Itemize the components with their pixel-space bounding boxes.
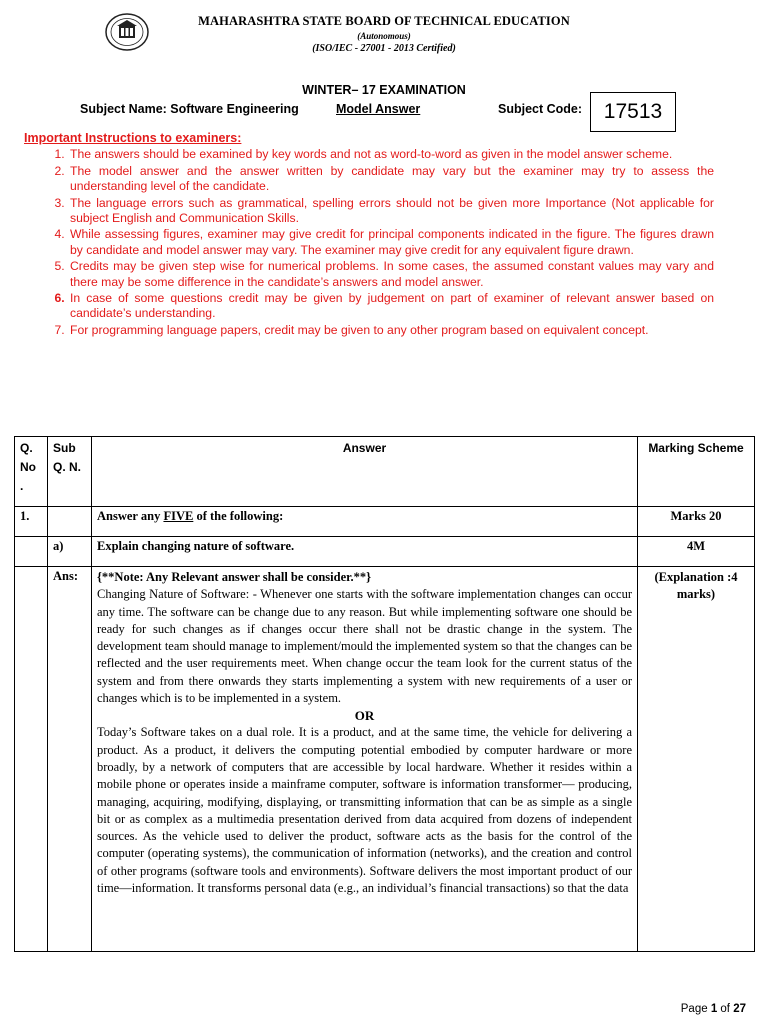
board-header (0, 14, 768, 54)
table-row (15, 507, 755, 537)
header-marking-scheme: Marking Scheme (638, 437, 755, 507)
empty-cell (15, 567, 48, 952)
question-text: Answer any FIVE of the following: (92, 507, 638, 537)
table-row (15, 537, 755, 567)
question-number: 1. (15, 507, 48, 537)
instruction-item: 6. In case of some questions credit may be given by judgement on part of examiner of relevant answer based on candidate’s understanding. (68, 291, 714, 322)
subject-code-box: 17513 (590, 92, 676, 132)
page-number: 1 (710, 1003, 718, 1015)
instruction-item: 5. Credits may be given step wise for numerical problems. In some cases, the assumed constant values may vary and there may be some difference in the candidate’s answers and model answer. (68, 259, 714, 290)
sub-question-label: a) (48, 537, 92, 567)
table-row (15, 567, 755, 952)
five-emphasis: FIVE (163, 509, 194, 523)
header-subq: Sub Q. N. (48, 437, 92, 507)
instruction-item: 4. While assessing figures, examiner may give credit for principal components indicated in the figure. The figures drawn by candidate and model answer may vary. The examiner may give credit for any equivalent figure drawn. (68, 227, 714, 258)
page-word: Page (680, 1003, 711, 1015)
answer-paragraph: Changing Nature of Software: - Whenever one starts with the software implementation changes can occur any time. The software can be change due to any reason. But while implementing software one should be ready for such changes as if changes occur there shall not be drastic change in the system. The development team should manage to implement/mould the implemented system so that the changes can be reflected and the user requirements meet. When change occur the team look for the current status of the system and from there onwards they starts implementing a system with new requirements of a user or changes which is to be implemented in a system. (97, 587, 632, 706)
ans-label: Ans: (48, 567, 92, 952)
subject-name: Subject Name: Software Engineering (80, 102, 299, 116)
answer-note: {**Note: Any Relevant answer shall be consider.**} (97, 570, 372, 584)
answer-paragraph: Today’s Software takes on a dual role. It is a product, and at the same time, the vehicle for delivering a product. As a product, it delivers the computing potential embodied by computer hardware or more broadly, by a network of computers that are accessible by local hardware. Whether it resides within a mobile phone or operates inside a mainframe computer, software is information transformer— producing, managing, acquiring, modifying, displaying, or transmitting information that can be as simple as a single bit or as complex as a multimedia presentation derived from data acquired from dozens of independent sources. As the vehicle used to deliver the product, software acts as the basis for the control of the computer (operating systems), the communication of information (networks), and the creation and control of other programs (software tools and environments). Software delivers the most important product of our time—information. It transforms personal data (e.g., an individual’s financial transactions) so that the data (97, 725, 632, 896)
instructions-list (24, 147, 714, 338)
sub-question-text: Explain changing nature of software. (92, 537, 638, 567)
instruction-item: 7. For programming language papers, credit may be given to any other program based on equivalent concept. (68, 323, 714, 338)
autonomous-label: (Autonomous) (357, 31, 411, 41)
instruction-item: 2. The model answer and the answer written by candidate may vary but the examiner may try to assess the understanding level of the candidate. (68, 164, 714, 195)
instruction-item: 3. The language errors such as grammatical, spelling errors should not be given more Importance (Not applicable for subject English and Communication Skills. (68, 196, 714, 227)
page-footer (681, 1003, 746, 1015)
exam-title: WINTER– 17 EXAMINATION (302, 83, 466, 97)
instructions-heading: Important Instructions to examiners: (24, 131, 242, 145)
answer-table (14, 436, 755, 952)
page-of: of (717, 1003, 734, 1015)
sub-question-empty (48, 507, 92, 537)
board-name: MAHARASHTRA STATE BOARD OF TECHNICAL EDUCATION (198, 14, 570, 28)
subject-code-label: Subject Code: (498, 102, 583, 116)
empty-cell (15, 537, 48, 567)
header-qno: Q. No . (15, 437, 48, 507)
examiner-instructions (24, 131, 714, 339)
table-header-row (15, 437, 755, 507)
model-answer-label: Model Answer (336, 102, 421, 116)
answer-marks: (Explanation :4 marks) (638, 567, 755, 952)
header-answer: Answer (92, 437, 638, 507)
question-marks: Marks 20 (638, 507, 755, 537)
instruction-item: 1. The answers should be examined by key words and not as word-to-word as given in the model answer scheme. (68, 147, 714, 162)
or-separator: OR (354, 708, 375, 724)
answer-body (92, 567, 638, 952)
iso-certified-label: (ISO/IEC - 27001 - 2013 Certified) (312, 43, 456, 54)
page-total: 27 (733, 1003, 746, 1015)
sub-question-marks: 4M (638, 537, 755, 567)
